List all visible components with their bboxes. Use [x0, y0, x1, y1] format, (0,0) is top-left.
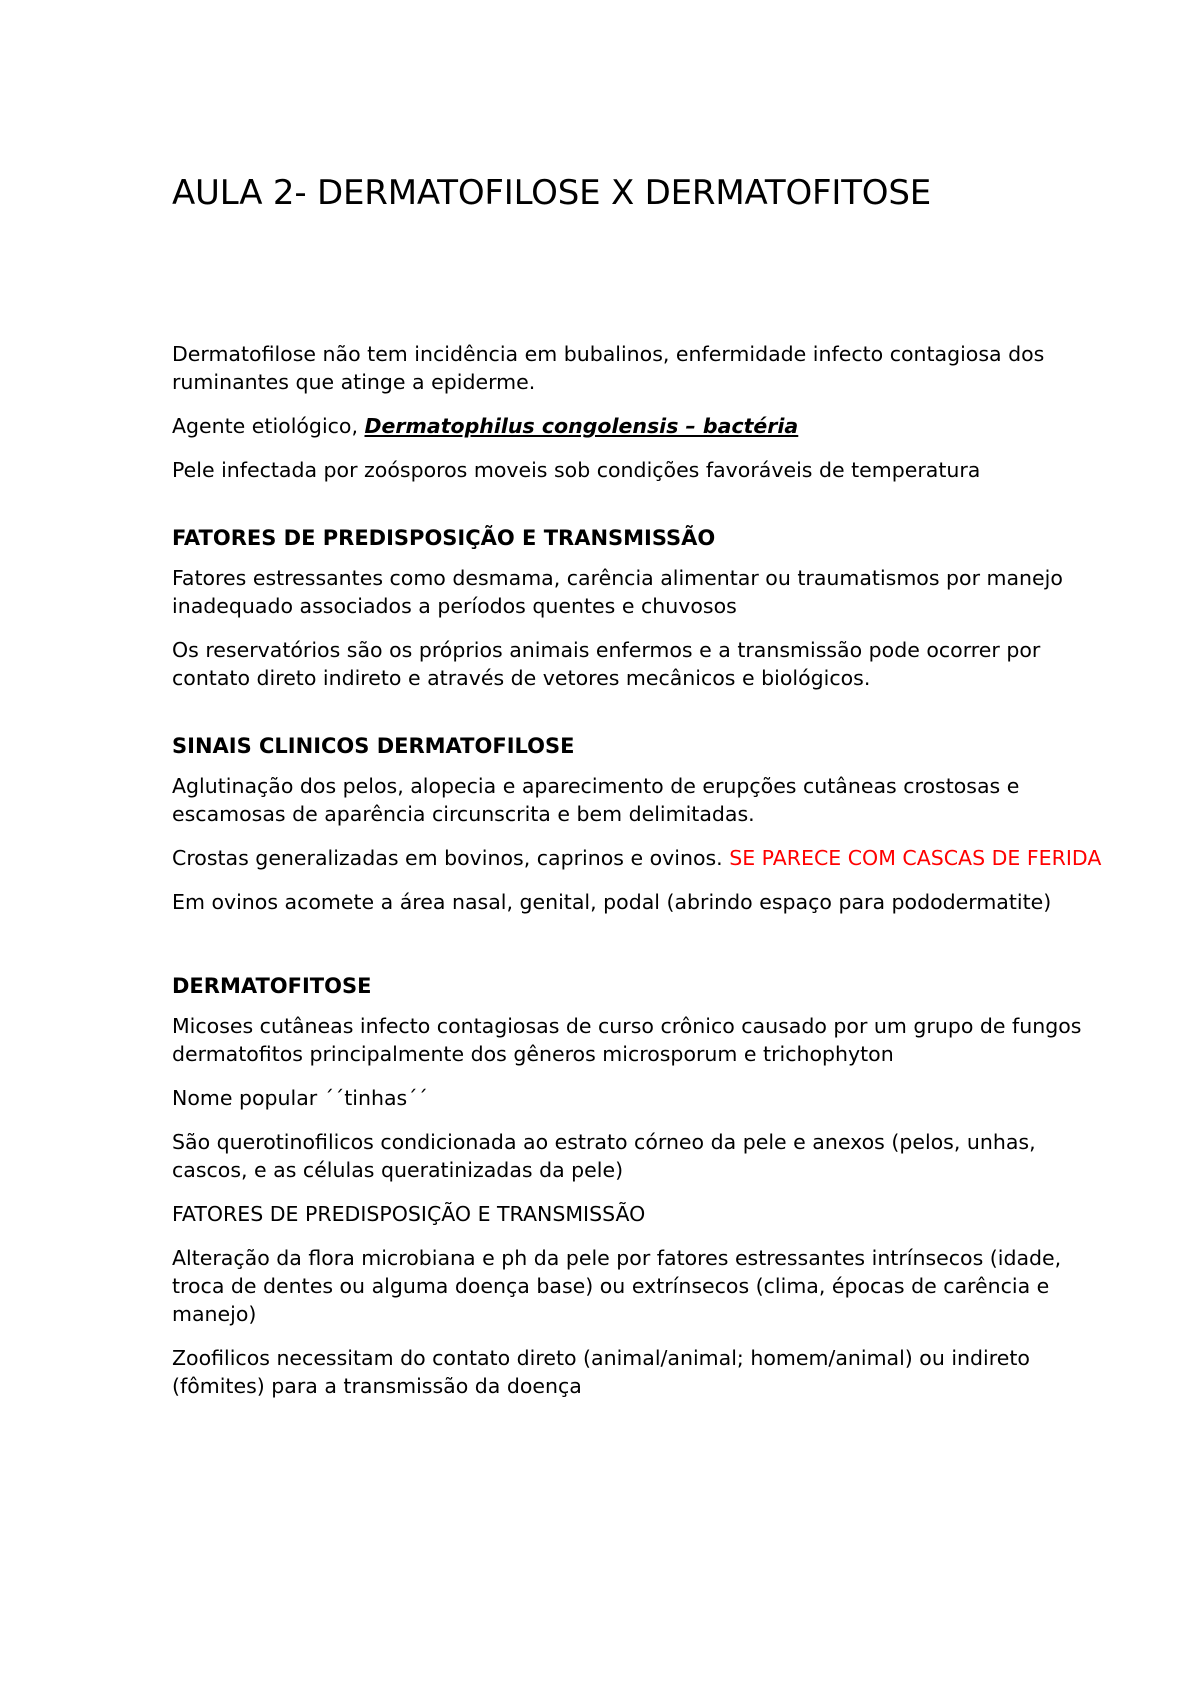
section3-paragraph-6: Zoofilicos necessitam do contato direto (animal/animal; homem/animal) ou indireto (fômites) para a transmissão da doença	[172, 1346, 1030, 1398]
section2-paragraph-1: Aglutinação dos pelos, alopecia e aparecimento de erupções cutâneas crostosas e escamosas de aparência circunscrita e bem delimitadas.	[172, 774, 1020, 826]
section1-paragraph-1: Fatores estressantes como desmama, carência alimentar ou traumatismos por manejo inadequado associados a períodos quentes e chuvosos	[172, 566, 1063, 618]
section3-paragraph-1: Micoses cutâneas infecto contagiosas de curso crônico causado por um grupo de fungos dermatofitos principalmente dos gêneros microsporum e trichophyton	[172, 1014, 1082, 1066]
section2-paragraph-2	[172, 844, 1112, 872]
intro-paragraph-1: Dermatofilose não tem incidência em bubalinos, enfermidade infecto contagiosa dos ruminantes que atinge a epiderme.	[172, 342, 1045, 394]
intro-paragraph-2	[172, 412, 1112, 440]
agent-name: Dermatophilus congolensis – bactéria	[364, 414, 799, 438]
section3-paragraph-2: Nome popular ´´tinhas´´	[172, 1086, 428, 1110]
section3-paragraph-3: São querotinofilicos condicionada ao estrato córneo da pele e anexos (pelos, unhas, cascos, e as células queratinizadas da pele)	[172, 1130, 1036, 1182]
document-body	[172, 340, 1112, 1416]
section-heading-dermatofitose: DERMATOFITOSE	[172, 974, 372, 998]
agent-label: Agente etiológico,	[172, 414, 365, 438]
section2-paragraph-3: Em ovinos acomete a área nasal, genital, podal (abrindo espaço para pododermatite)	[172, 890, 1052, 914]
document-title: AULA 2- DERMATOFILOSE X DERMATOFITOSE	[172, 173, 932, 213]
highlight-red-text: SE PARECE COM CASCAS DE FERIDA	[729, 846, 1102, 870]
crostas-text: Crostas generalizadas em bovinos, caprinos e ovinos.	[172, 846, 730, 870]
intro-paragraph-3: Pele infectada por zoósporos moveis sob condições favoráveis de temperatura	[172, 458, 981, 482]
section1-paragraph-2: Os reservatórios são os próprios animais enfermos e a transmissão pode ocorrer por contato direto indireto e através de vetores mecânicos e biológicos.	[172, 638, 1041, 690]
section-heading-sinais-clinicos: SINAIS CLINICOS DERMATOFILOSE	[172, 734, 575, 758]
section-heading-predisposicao: FATORES DE PREDISPOSIÇÃO E TRANSMISSÃO	[172, 526, 716, 550]
section3-paragraph-5: Alteração da flora microbiana e ph da pele por fatores estressantes intrínsecos (idade, troca de dentes ou alguma doença base) ou extrínsecos (clima, épocas de carência e manejo)	[172, 1246, 1062, 1326]
section3-subheading: FATORES DE PREDISPOSIÇÃO E TRANSMISSÃO	[172, 1202, 646, 1226]
